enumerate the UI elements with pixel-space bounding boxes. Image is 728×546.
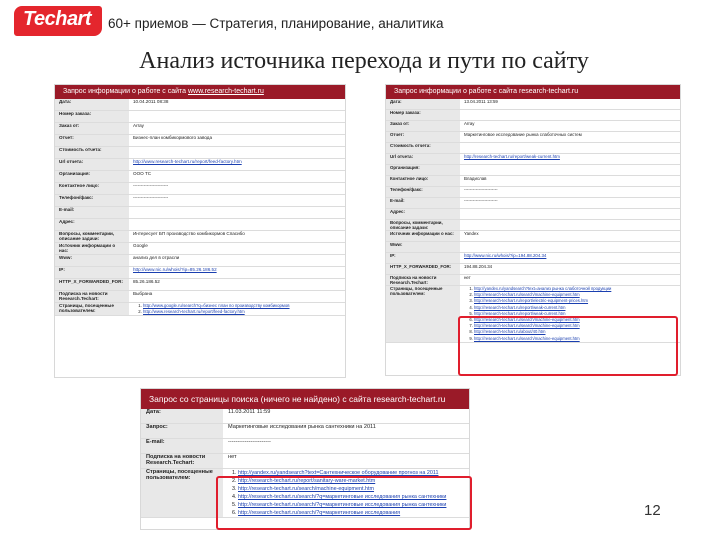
visited-pages-row [55,303,345,316]
table-row [141,439,469,454]
table-row [141,454,469,469]
row-label: Заказ от: [386,121,460,132]
table-row [386,220,680,231]
row-label: Дата: [386,99,460,110]
row-value: нет [223,454,469,469]
techart-logo [14,6,102,36]
table-row [386,242,680,253]
row-value: 85.26.186.52 [129,279,345,291]
table-row [386,99,680,110]
table-row [386,231,680,242]
visited-page-link[interactable]: http://research-techart.ru/search/?q=маркетинговые исследования [238,510,401,516]
row-link[interactable]: http://www.nic.ru/whois/?ip=194.88.204.34 [464,253,547,258]
table-row [386,264,680,275]
table-row [386,275,680,286]
table-row [55,231,345,243]
table-row [386,132,680,143]
table-row [55,219,345,231]
row-value [460,165,680,176]
visited-page-link[interactable]: http://research-techart.ru/search/?q=маркетинговые исследования рынка сантехники [238,494,447,500]
table-row [386,154,680,165]
table-row [55,183,345,195]
visited-page-link[interactable]: http://www.google.ru/search?q=бизнес план по производству комбикормов [143,303,290,308]
table-row [386,198,680,209]
table-row [55,291,345,303]
row-value: нет [460,275,680,286]
visited-page-link[interactable]: http://research-techart.ru/report/weak-current.htm [474,304,566,310]
visited-page-link[interactable]: http://research-techart.ru/report/electric-equipment-prices.htm [474,298,589,304]
screenshot-3-header: Запрос со страницы поиска (ничего не найдено) с сайта research-techart.ru [141,389,469,409]
table-row [141,409,469,424]
visited-pages [129,303,345,316]
row-value: ООО ТС [129,171,345,183]
table-row [55,99,345,111]
row-value: Маркетинговое исследование рынка слаботочных систем [460,132,680,143]
row-value: Выбрана [129,291,345,303]
row-label: Организация: [55,171,129,183]
row-value [460,242,680,253]
row-label: Страницы, посещенные пользователем: [141,469,223,518]
row-label: Номер заказа: [55,111,129,123]
table-row [141,424,469,439]
row-label: Источник информации о нас: [55,243,129,255]
table-row [55,111,345,123]
screenshot-2-table [386,99,680,343]
table-row [55,195,345,207]
table-row [55,147,345,159]
highlight-box-pages-2 [458,316,678,376]
table-row [386,165,680,176]
row-label: Www: [386,242,460,253]
row-value: 11.03.2011 11:59 [223,409,469,424]
row-label: Вопросы, комментарии, описание задачи: [386,220,460,231]
row-value: Маркетинговые исследования рынка сантехники на 2011 [223,424,469,439]
visited-page-link[interactable]: http://research-techart.ru/report/weak-current.htm [474,310,566,316]
row-value [460,253,680,264]
row-label: Номер заказа: [386,110,460,121]
visited-page-link[interactable]: http://research-techart.ru/search/machine-equipment.htm [474,317,580,323]
page-number: 12 [644,502,661,519]
visited-page-link[interactable]: http://www.research-techart.ru/report/feed-factory.htm [143,309,245,314]
row-value [129,207,345,219]
row-label: E-mail: [55,207,129,219]
table-row [55,279,345,291]
row-label: Запрос: [141,424,223,439]
row-value [129,111,345,123]
row-value [460,154,680,165]
row-label: HTTP_X_FORWARDED_FOR: [55,279,129,291]
row-label: Дата: [141,409,223,424]
row-label: IP: [55,267,129,279]
logo-text: Techart [23,8,92,30]
screenshot-2-header: Запрос информации о работе с сайта research-techart.ru [386,85,680,99]
row-value [460,110,680,121]
row-value: ----------------------- [129,183,345,195]
row-label: Подписка на новости Research.Techart: [55,291,129,303]
highlight-box-pages-3 [216,476,472,530]
row-value: анализ дел в отрасли [129,255,345,267]
visited-page-link[interactable]: http://research-techart.ru/search/machine-equipment.htm [474,292,580,298]
table-row [386,187,680,198]
row-link[interactable]: http://www.research-techart.ru/report/feed-factory.htm [133,159,242,164]
row-value: Array [460,121,680,132]
row-value: ----------------------- [129,195,345,207]
table-row [386,209,680,220]
table-row [386,143,680,154]
row-link[interactable]: http://www.nic.ru/whois/?ip=85.26.186.52 [133,267,217,272]
row-label: Заказ от: [55,123,129,135]
slide-title: Анализ источника перехода и пути по сайту [139,48,589,74]
row-label: Адрес: [55,219,129,231]
row-value: ----------------------- [460,187,680,198]
visited-pages-list [133,303,341,315]
table-row [55,123,345,135]
row-label: Url отчета: [55,159,129,171]
row-label: E-mail: [386,198,460,209]
row-label: Url отчета: [386,154,460,165]
row-label: Адрес: [386,209,460,220]
table-row [55,243,345,255]
visited-page-link[interactable]: http://research-techart.ru/report/sanitary-ware-market.htm [238,478,376,484]
row-label: Стоимость отчета: [55,147,129,159]
row-label: Подписка на новости Research.Techart: [141,454,223,469]
table-row [55,135,345,147]
row-value: Google [129,243,345,255]
row-value [129,219,345,231]
row-label: Телефон/факс: [386,187,460,198]
row-value [460,209,680,220]
row-label: HTTP_X_FORWARDED_FOR: [386,264,460,275]
visited-page-link[interactable]: http://research-techart.ru/search/machine-equipment.htm [238,486,375,492]
row-value [129,147,345,159]
row-label: Страницы, посещенные пользователем: [55,303,129,316]
visited-page-link[interactable]: http://research-techart.ru/search/?q=маркетинговые исследования рынка сантехники [238,502,447,508]
screenshot-1-header: Запрос информации о работе с сайта www.research-techart.ru [55,85,345,99]
table-row [55,267,345,279]
table-row [386,110,680,121]
table-row [386,253,680,264]
list-item [143,309,341,315]
request-form-screenshot-1 [54,84,346,378]
row-label: Стоимость отчета: [386,143,460,154]
screenshot-1-table [55,99,345,316]
row-label: IP: [386,253,460,264]
row-label: Источник информации о нас: [386,231,460,242]
slide-topline: 60+ приемов — Стратегия, планирование, аналитика [108,16,444,31]
visited-page-link[interactable]: http://yandex.ru/yandsearch?text=анализ рынка слаботочной продукции [474,286,612,291]
row-label: Страницы, посещенные пользователем: [386,286,460,343]
row-value: 10.04.2011 08:38 [129,99,345,111]
row-label: Контактное лицо: [386,176,460,187]
row-label: Вопросы, комментарии, описание задачи: [55,231,129,243]
visited-page-link[interactable]: http://research-techart.ru/about/40.htm [474,329,546,335]
row-label: Организация: [386,165,460,176]
row-value: Array [129,123,345,135]
row-value: ----------------------- [460,198,680,209]
row-value [129,267,345,279]
table-row [386,121,680,132]
row-value [460,220,680,231]
visited-page-link[interactable]: http://research-techart.ru/search/machine-equipment.htm [474,335,580,341]
row-label: Www: [55,255,129,267]
table-row [55,171,345,183]
table-row [55,159,345,171]
row-label: E-mail: [141,439,223,454]
table-row [55,255,345,267]
visited-page-link[interactable]: http://yandex.ru/yandsearch?text=Сантехническое оборудование прогноз на 2011 [238,470,439,476]
visited-page-link[interactable]: http://research-techart.ru/search/machine-equipment.htm [474,323,580,329]
row-value: Бизнес-план комбикормового завода [129,135,345,147]
row-label: Подписка на новости Research.Techart: [386,275,460,286]
table-row [386,176,680,187]
row-link[interactable]: http://research-techart.ru/report/weak-current.htm [464,154,560,159]
table-row [55,207,345,219]
row-value: Yandex [460,231,680,242]
row-value [460,143,680,154]
row-value: 13.04.2011 13:59 [460,99,680,110]
row-value: 194.88.204.34 [460,264,680,275]
row-label: Отчет: [55,135,129,147]
row-value: ----------------------- [223,439,469,454]
row-label: Дата: [55,99,129,111]
row-value: Владислав [460,176,680,187]
row-value [129,159,345,171]
row-label: Контактное лицо: [55,183,129,195]
row-value: Интересует БП производство комбикормов Спасибо [129,231,345,243]
row-label: Отчет: [386,132,460,143]
row-label: Телефон/факс: [55,195,129,207]
